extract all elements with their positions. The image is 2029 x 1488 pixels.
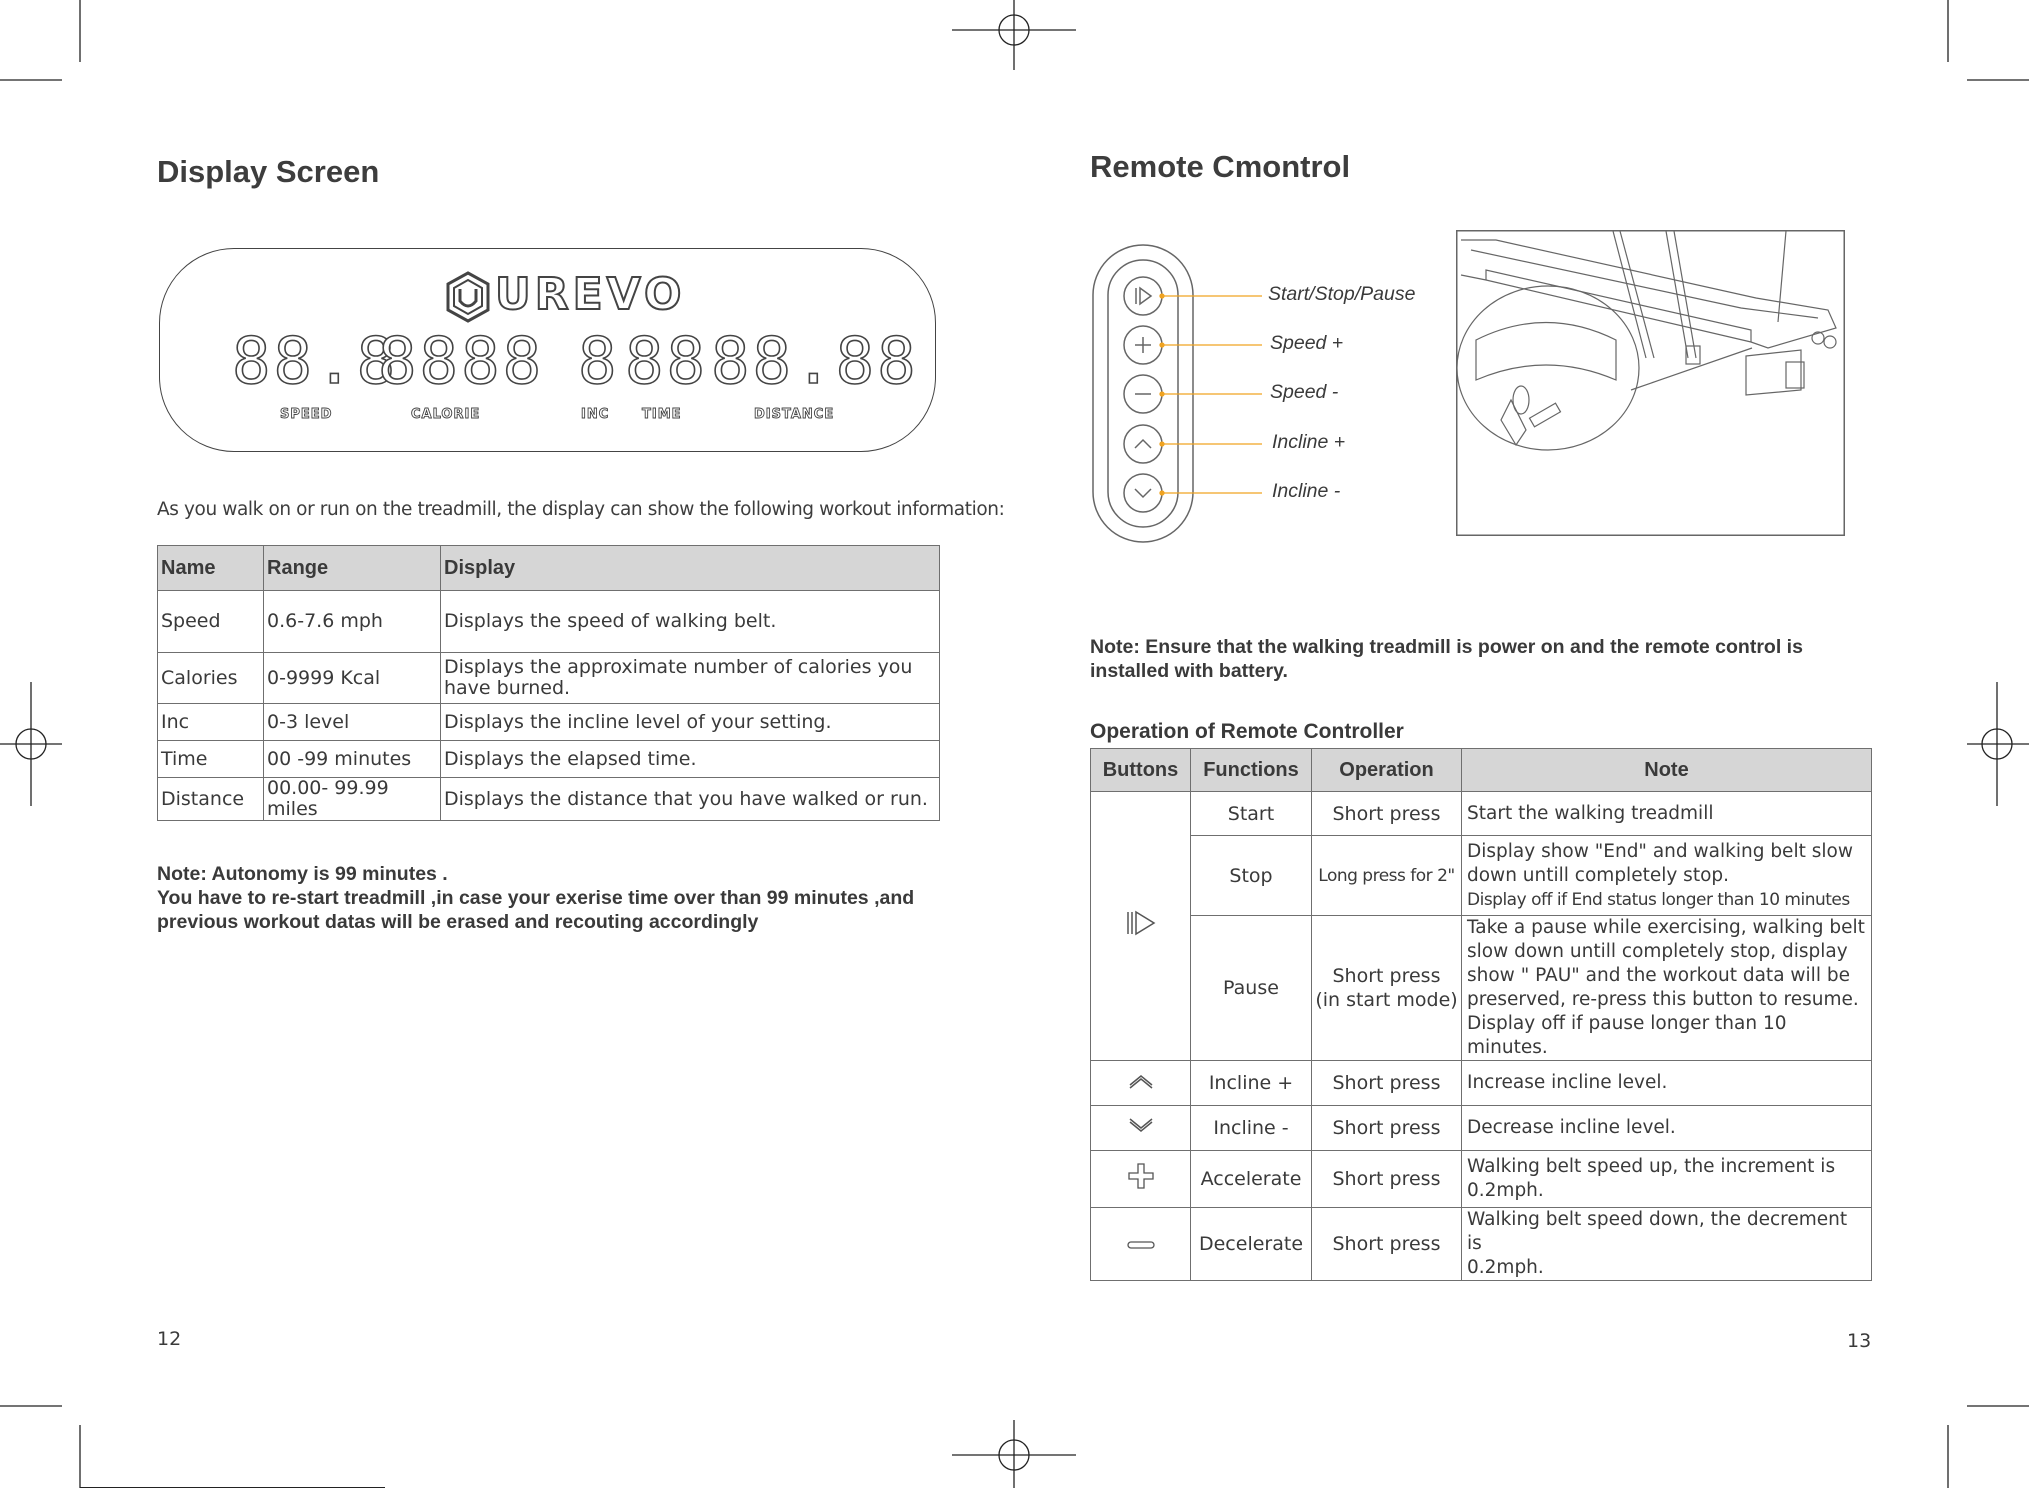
table-cell: Start — [1191, 792, 1312, 836]
treadmill-illustration — [1456, 230, 1845, 536]
table-header-row — [158, 546, 940, 591]
remote-label-incline-plus: Incline + — [1272, 431, 1346, 453]
note-line: Display off if End status longer than 10 minutes — [1467, 889, 1850, 910]
section-title: Operation of Remote Controller — [1090, 720, 1404, 743]
table-cell — [1091, 1208, 1191, 1281]
table-row — [158, 653, 940, 704]
display-info-table — [157, 545, 940, 821]
crop-mark-icon — [0, 1406, 80, 1488]
crop-mark-icon — [1948, 1406, 2029, 1488]
registration-mark-icon — [952, 1420, 1076, 1488]
note-line: You have to re-start treadmill ,in case your exerise time over than 99 minutes ,and — [157, 887, 915, 909]
table-row — [158, 591, 940, 653]
minus-icon — [1127, 1240, 1155, 1250]
table-cell: Displays the approximate number of calories you have burned. — [441, 653, 940, 704]
intro-text: As you walk on or run on the treadmill, the display can show the following workout information: — [157, 499, 1005, 520]
note-line: preserved, re-press this button to resume. — [1467, 989, 1859, 1010]
chevron-down-icon — [1127, 1118, 1155, 1134]
note-line: down untill completely stop. — [1467, 864, 1730, 886]
table-cell: Short press — [1312, 1151, 1462, 1208]
table-cell: Increase incline level. — [1462, 1061, 1872, 1106]
column-header: Range — [264, 546, 441, 591]
note-line: installed with battery. — [1090, 660, 1288, 682]
table-cell: Start the walking treadmill — [1462, 792, 1872, 836]
table-cell: Short press — [1312, 1106, 1462, 1151]
table-row — [158, 704, 940, 741]
table-header-row — [1091, 749, 1872, 792]
table-cell — [1462, 1151, 1872, 1208]
lcd-distance-digits: 88.88 — [711, 325, 919, 399]
table-cell: 0-3 level — [264, 704, 441, 741]
crop-mark-icon — [1948, 0, 2029, 80]
table-cell: 0-9999 Kcal — [264, 653, 441, 704]
remote-label-speed-minus: Speed - — [1270, 381, 1339, 403]
table-row — [1091, 836, 1872, 916]
table-cell: Time — [158, 741, 264, 778]
note-line: Display show "End" and walking belt slow — [1467, 840, 1853, 862]
table-cell: Inc — [158, 704, 264, 741]
table-cell: Distance — [158, 778, 264, 821]
operation-line: (in start mode) — [1315, 989, 1458, 1011]
note-line: 0.2mph. — [1467, 1257, 1544, 1278]
lcd-label-inc: INC — [581, 407, 610, 422]
table-cell: Short press — [1312, 792, 1462, 836]
play-pause-icon — [1125, 910, 1157, 936]
note-line: Take a pause while exercising, walking belt — [1467, 917, 1865, 938]
table-cell: Calories — [158, 653, 264, 704]
remote-illustration — [1090, 242, 1290, 547]
table-cell: Incline - — [1191, 1106, 1312, 1151]
chevron-up-icon — [1127, 1073, 1155, 1089]
table-cell: Pause — [1191, 916, 1312, 1061]
table-cell: Displays the distance that you have walked or run. — [441, 778, 940, 821]
table-row — [1091, 1061, 1872, 1106]
column-header: Functions — [1191, 749, 1312, 792]
table-cell: Short press — [1312, 1208, 1462, 1281]
registration-mark-icon — [1967, 682, 2029, 806]
note-line: Note: Ensure that the walking treadmill is power on and the remote control is — [1090, 636, 1803, 658]
lcd-label-speed: SPEED — [280, 407, 333, 422]
note-line: slow down untill completely stop, display — [1467, 941, 1848, 962]
table-cell — [1312, 916, 1462, 1061]
table-cell: Long press for 2" — [1312, 836, 1462, 916]
note-line: Walking belt speed up, the increment is — [1467, 1156, 1836, 1177]
brand-name: UREVO — [495, 269, 686, 320]
table-row — [1091, 1106, 1872, 1151]
table-cell: Accelerate — [1191, 1151, 1312, 1208]
brand-logo-icon — [445, 271, 491, 323]
page-title: Display Screen — [157, 154, 380, 189]
table-cell: 00 -99 minutes — [264, 741, 441, 778]
column-header: Display — [441, 546, 940, 591]
remote-label-speed-plus: Speed + — [1270, 332, 1344, 354]
note-line: show " PAU" and the workout data will be — [1467, 965, 1850, 986]
table-row — [1091, 1151, 1872, 1208]
lcd-speed-digits: 88.8 — [232, 325, 399, 399]
plus-icon — [1124, 326, 1162, 364]
lcd-inc-digits: 8 — [578, 325, 620, 399]
registration-mark-icon — [0, 682, 62, 806]
remote-label-start-stop-pause: Start/Stop/Pause — [1268, 283, 1416, 305]
battery-note — [1090, 635, 1950, 683]
plus-icon — [1128, 1163, 1154, 1189]
remote-operation-table — [1090, 748, 1872, 1281]
play-pause-icon — [1124, 277, 1162, 315]
note-line: previous workout datas will be erased and recouting accordingly — [157, 911, 759, 933]
autonomy-note — [157, 862, 957, 934]
column-header: Name — [158, 546, 264, 591]
table-cell — [1091, 1151, 1191, 1208]
table-cell: Speed — [158, 591, 264, 653]
table-cell — [1091, 1061, 1191, 1106]
table-cell: Displays the speed of walking belt. — [441, 591, 940, 653]
column-header: Operation — [1312, 749, 1462, 792]
lcd-calorie-digits: 8888 — [378, 325, 545, 399]
table-cell — [1462, 836, 1872, 916]
table-cell: Displays the elapsed time. — [441, 741, 940, 778]
table-cell — [1091, 792, 1191, 1061]
lcd-label-distance: DISTANCE — [754, 407, 835, 422]
table-row — [158, 741, 940, 778]
registration-mark-icon — [952, 0, 1076, 70]
table-row — [158, 778, 940, 821]
table-cell: 0.6-7.6 mph — [264, 591, 441, 653]
chevron-up-icon — [1124, 425, 1162, 463]
table-row — [1091, 792, 1872, 836]
page-title: Remote Cmontrol — [1090, 149, 1351, 184]
chevron-down-icon — [1124, 474, 1162, 512]
remote-label-incline-minus: Incline - — [1272, 480, 1341, 502]
display-panel — [159, 248, 936, 452]
minus-icon — [1124, 375, 1162, 413]
lcd-label-calorie: CALORIE — [411, 407, 481, 422]
note-line: Display off if pause longer than 10 minutes. — [1467, 1013, 1787, 1058]
note-line: Walking belt speed down, the decrement is — [1467, 1209, 1848, 1254]
table-cell: 00.00- 99.99 miles — [264, 778, 441, 821]
page-number: 13 — [1847, 1330, 1872, 1352]
table-cell: Short press — [1312, 1061, 1462, 1106]
table-cell: Stop — [1191, 836, 1312, 916]
table-row — [1091, 1208, 1872, 1281]
operation-line: Short press — [1332, 965, 1441, 987]
note-line: Note: Autonomy is 99 minutes . — [157, 863, 448, 885]
table-cell: Incline + — [1191, 1061, 1312, 1106]
column-header: Note — [1462, 749, 1872, 792]
table-cell — [1091, 1106, 1191, 1151]
table-cell — [1462, 1208, 1872, 1281]
table-row — [1091, 916, 1872, 1061]
table-cell — [1462, 916, 1872, 1061]
crop-mark-icon — [0, 0, 80, 80]
column-header: Buttons — [1091, 749, 1191, 792]
lcd-time-digits: 88 — [625, 325, 709, 399]
table-cell: Decelerate — [1191, 1208, 1312, 1281]
page-number: 12 — [157, 1328, 182, 1350]
table-cell: Displays the incline level of your setting. — [441, 704, 940, 741]
table-cell: Decrease incline level. — [1462, 1106, 1872, 1151]
lcd-label-time: TIME — [642, 407, 682, 422]
note-line: 0.2mph. — [1467, 1180, 1544, 1201]
